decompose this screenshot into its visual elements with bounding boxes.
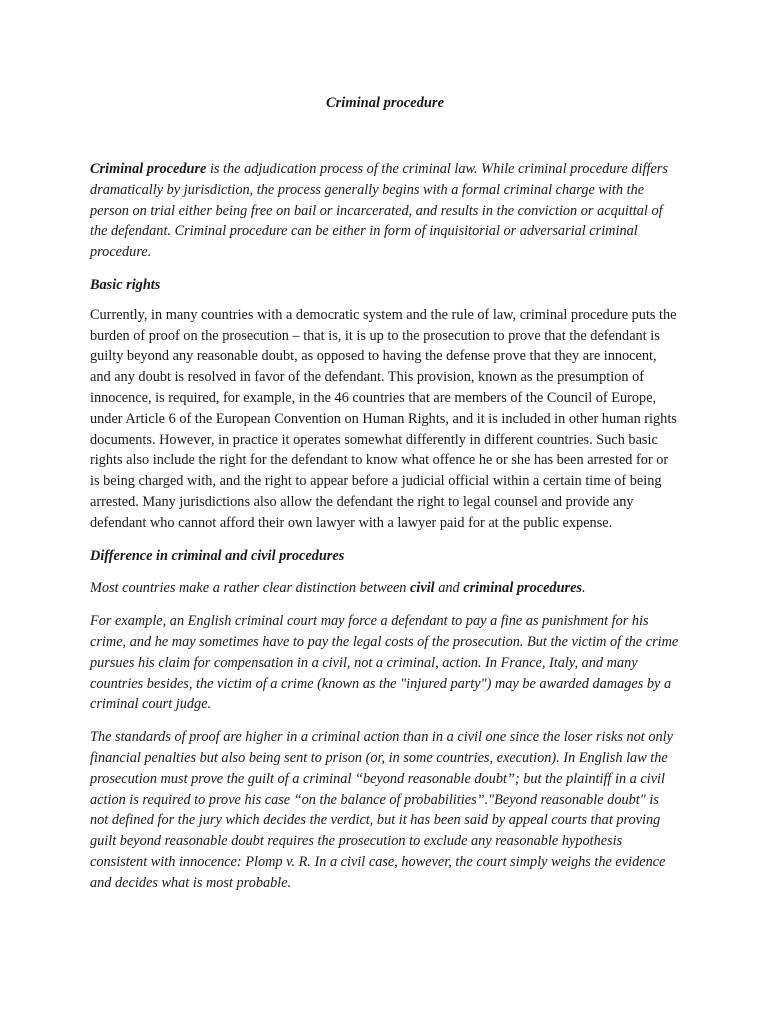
distinction-text-after: . [582,580,586,597]
standards-of-proof-paragraph: The standards of proof are higher in a criminal action than in a civil one since the loser risks not only financial penalties but also being sent to prison (or, in some countries, execution). In English law the prosecution must prove the guilt of a criminal “beyond reasonable doubt”; but the plaintiff in a civil action is required to prove his case “on the balance of probabilities”."Beyond reasonable doubt" is not defined for the jury which decides the verdict, but it has been said by appeal courts that proving guilt beyond reasonable doubt requires the prosecution to exclude any reasonable hypothesis consistent with innocence: Plomp v. R. In a civil case, however, the court simply weighs the evidence and decides what is most probable. [90,729,673,891]
civil-term: civil [410,580,435,597]
criminal-procedures-term: criminal procedures [463,580,582,597]
distinction-text-before: Most countries make a rather clear distinction between [90,580,411,597]
intro-text: is the adjudication process of the criminal law. While criminal procedure differs dramatically by jurisdiction, the process generally begins with a formal criminal charge with the person on trial either being free on bail or incarcerated, and results in the conviction or acquittal of the defendant. Criminal procedure can be either in form of inquisitorial or adversarial criminal procedure. [90,161,668,261]
example-paragraph: For example, an English criminal court may force a defendant to pay a fine as punishment for his crime, and he may sometimes have to pay the legal costs of the prosecution. But the victim of the crime pursues his claim for compensation in a civil, not a criminal, action. In France, Italy, and many countries besides, the victim of a crime (known as the "injured party") may be awarded damages by a criminal court judge. [90,613,679,713]
difference-heading: Difference in criminal and civil procedures [90,547,345,564]
basic-rights-paragraph: Currently, in many countries with a democratic system and the rule of law, criminal procedure puts the burden of proof on the prosecution – that is, it is up to the prosecution to prove that the defendant is guilty beyond any reasonable doubt, as opposed to having the defense prove that they are innocent, and any doubt is resolved in favor of the defendant. This provision, known as the presumption of innocence, is required, for example, in the 46 countries that are members of the Council of Europe, under Article 6 of the European Convention on Human Rights, and it is included in other human rights documents. However, in practice it operates somewhat differently in different countries. Such basic rights also include the right for the defendant to know what offence he or she has been arrested for or is being charged with, and the right to appear before a judicial official within a certain time of being arrested. Many jurisdictions also allow the defendant the right to legal counsel and provide any defendant who cannot afford their own lawyer with a lawyer paid for at the public expense. [90,306,677,531]
intro-term: Criminal procedure [90,161,207,177]
intro-paragraph [90,159,680,263]
distinction-paragraph [90,578,680,599]
basic-rights-heading: Basic rights [90,276,161,293]
document-page [90,93,680,906]
distinction-text-middle: and [434,580,464,597]
document-title: Criminal procedure [325,95,445,111]
